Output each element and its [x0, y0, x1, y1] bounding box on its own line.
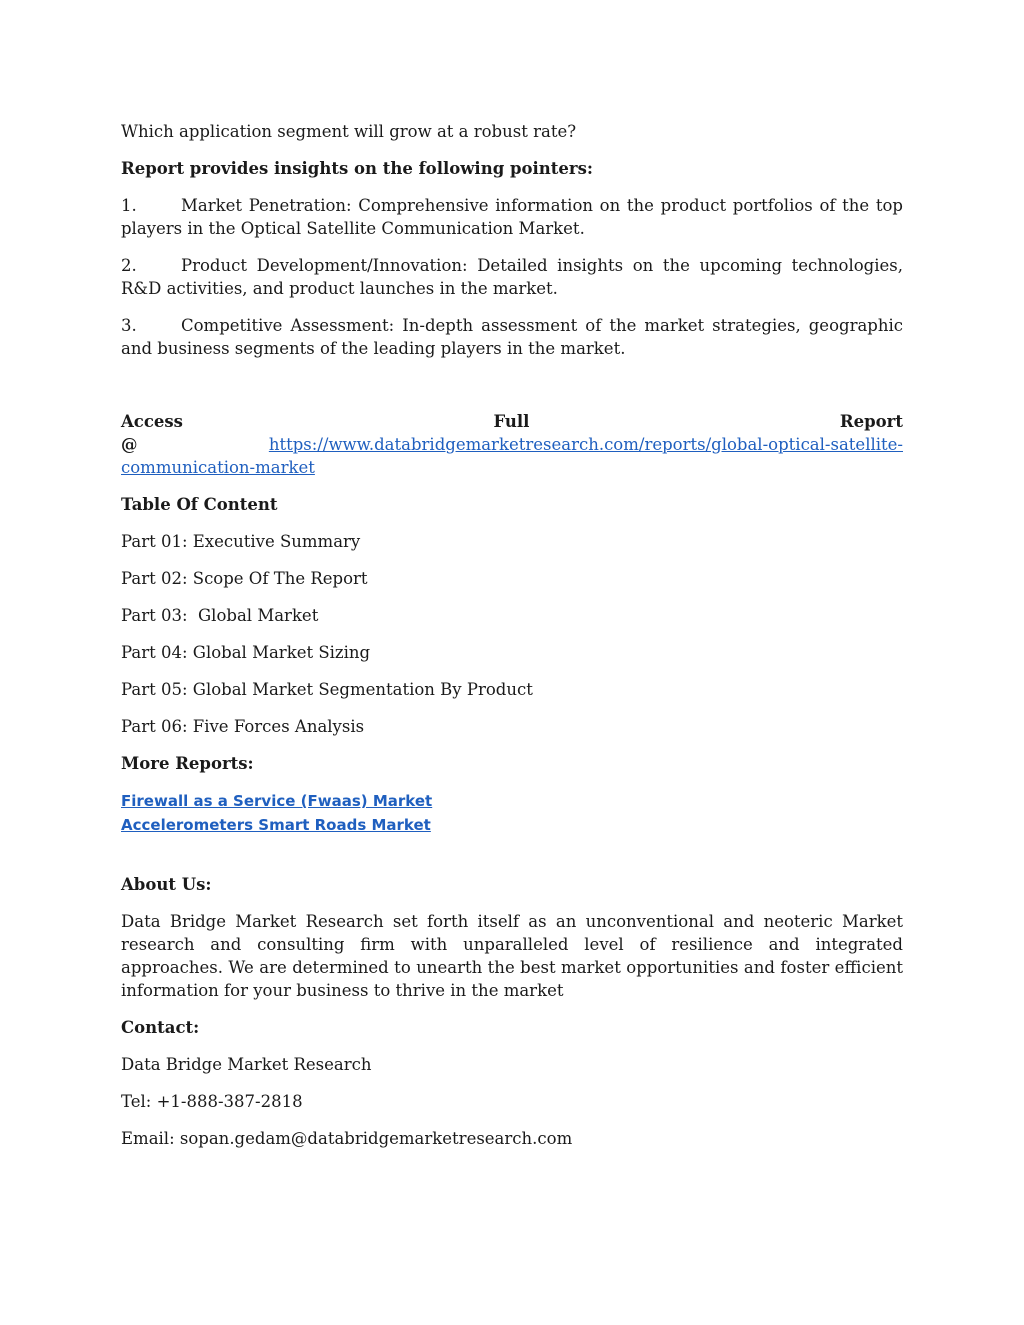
- contact-tel: Tel: +1-888-387-2818: [121, 1092, 303, 1111]
- pointer-number: 2.: [121, 256, 137, 275]
- pointer-text: Market Penetration: Comprehensive information on the product portfolios of the top players in the Optical Satellite Communication Market.: [121, 196, 903, 238]
- toc-part-5: Part 05: Global Market Segmentation By Product: [121, 680, 533, 699]
- toc-part-1: Part 01: Executive Summary: [121, 532, 361, 551]
- pointer-item-1: [121, 194, 903, 240]
- contact-company: Data Bridge Market Research: [121, 1055, 372, 1074]
- pointer-item-2: [121, 254, 903, 300]
- about-heading: About Us:: [121, 875, 212, 894]
- pointer-text: Competitive Assessment: In-depth assessment of the market strategies, geographic and business segments of the leading players in the market.: [121, 316, 903, 358]
- pointer-number: 3.: [121, 316, 137, 335]
- toc-heading: Table Of Content: [121, 495, 278, 514]
- pointer-number: 1.: [121, 196, 137, 215]
- document-body: [121, 120, 903, 1150]
- toc-part-4: Part 04: Global Market Sizing: [121, 643, 371, 662]
- report-url-link[interactable]: https://www.databridgemarketresearch.com/reports/global-optical-satellite-communication-market: [121, 435, 903, 477]
- contact-heading: Contact:: [121, 1018, 200, 1037]
- pointers-heading: Report provides insights on the following pointers:: [121, 159, 593, 178]
- more-report-link-1[interactable]: Firewall as a Service (Fwaas) Market: [121, 792, 433, 810]
- contact-email: Email: sopan.gedam@databridgemarketresearch.com: [121, 1129, 573, 1148]
- intro-question: Which application segment will grow at a robust rate?: [121, 122, 577, 141]
- more-report-link-2[interactable]: Accelerometers Smart Roads Market: [121, 816, 431, 834]
- toc-part-6: Part 06: Five Forces Analysis: [121, 717, 365, 736]
- more-reports-links: [121, 789, 903, 837]
- toc-part-2: Part 02: Scope Of The Report: [121, 569, 368, 588]
- about-text: Data Bridge Market Research set forth itself as an unconventional and neoteric Market research and consulting firm with unparalleled level of resilience and integrated approaches. We are determined to unearth the best market opportunities and foster efficient information for your business to thrive in the market: [121, 912, 903, 1000]
- access-label: Access Full Report @: [121, 412, 903, 454]
- access-full-report: [121, 410, 903, 479]
- toc-part-3: Part 03: Global Market: [121, 606, 319, 625]
- pointer-text: Product Development/Innovation: Detailed insights on the upcoming technologies, R&D activities, and product launches in the market.: [121, 256, 903, 298]
- pointer-item-3: [121, 314, 903, 360]
- more-reports-heading: More Reports:: [121, 754, 254, 773]
